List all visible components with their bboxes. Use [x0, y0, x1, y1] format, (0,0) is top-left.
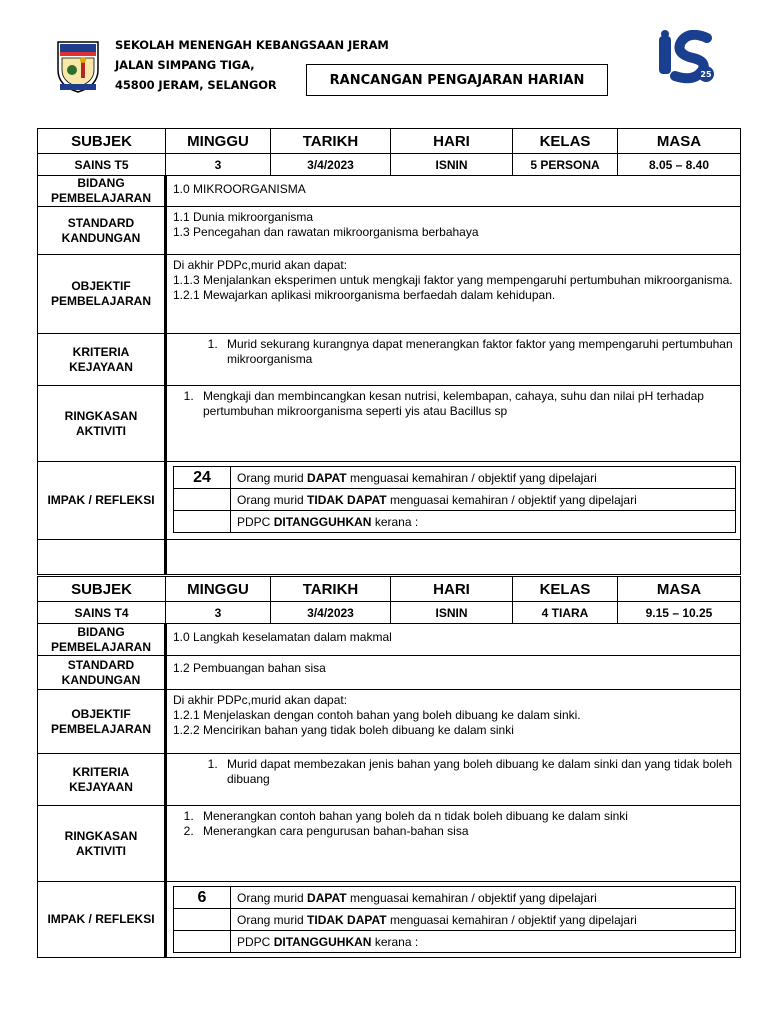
- impak-tidak-dapat: Orang murid TIDAK DAPAT menguasai kemahiran / objektif yang dipelajari: [231, 909, 736, 931]
- ringkasan-item: 1. Menerangkan contoh bahan yang boleh da n tidak boleh dibuang ke dalam sinki: [197, 809, 734, 824]
- ringkasan-row: [38, 806, 741, 882]
- kriteria-item: 1. Murid dapat membezakan jenis bahan yang boleh dibuang ke dalam sinki dan yang tidak boleh dibuang: [221, 757, 734, 787]
- masa-value: 9.15 – 10.25: [618, 602, 741, 624]
- kriteria-row: [38, 754, 741, 806]
- ringkasan-value: [166, 806, 741, 882]
- standard-label: STANDARD KANDUNGAN: [38, 656, 166, 690]
- header-subjek: SUBJEK: [38, 129, 166, 154]
- standard-line: 1.1 Dunia mikroorganisma: [173, 210, 314, 224]
- header-hari: HARI: [391, 577, 513, 602]
- masa-value: 8.05 – 8.40: [618, 154, 741, 176]
- standard-row: [38, 656, 741, 690]
- impak-value: [166, 882, 741, 958]
- school-name: SEKOLAH MENENGAH KEBANGSAAN JERAM: [115, 38, 389, 52]
- anniversary-logo: [655, 30, 717, 84]
- lesson-plan-1: [37, 128, 741, 575]
- standard-value: [166, 207, 741, 255]
- impak-pdpc: PDPC DITANGGUHKAN kerana :: [231, 931, 736, 953]
- kriteria-label: KRITERIA KEJAYAAN: [38, 754, 166, 806]
- header-row: [38, 577, 741, 602]
- objektif-label: OBJEKTIF PEMBELAJARAN: [38, 255, 166, 334]
- lesson-plan-2: [37, 576, 741, 958]
- objektif-line: Di akhir PDPc,murid akan dapat:: [173, 693, 348, 707]
- header-hari: HARI: [391, 129, 513, 154]
- impak-label: IMPAK / REFLEKSI: [38, 462, 166, 540]
- objektif-row: [38, 255, 741, 334]
- minggu-value: 3: [166, 154, 271, 176]
- header-minggu: MINGGU: [166, 577, 271, 602]
- impak-table: [173, 466, 736, 533]
- impak-tidak-count: [174, 489, 231, 511]
- objektif-line: 1.2.1 Mewajarkan aplikasi mikroorganisma berfaedah dalam kehidupan.: [173, 288, 556, 302]
- school-address-line1: JALAN SIMPANG TIGA,: [115, 58, 255, 72]
- kriteria-item: 1. Murid sekurang kurangnya dapat menerangkan faktor faktor yang mempengaruhi pertumbuhan mikroorganisma: [221, 337, 734, 367]
- impak-count: 24: [174, 467, 231, 489]
- values-row: [38, 602, 741, 624]
- impak-count: 6: [174, 887, 231, 909]
- spacer-cell: [38, 540, 166, 575]
- spacer-row: [38, 540, 741, 575]
- impak-row: [38, 882, 741, 958]
- standard-value: [166, 656, 741, 690]
- standard-line: 1.3 Pencegahan dan rawatan mikroorganisma berbahaya: [173, 225, 479, 239]
- impak-tidak-dapat: Orang murid TIDAK DAPAT menguasai kemahiran / objektif yang dipelajari: [231, 489, 736, 511]
- objektif-value: [166, 255, 741, 334]
- header-kelas: KELAS: [513, 129, 618, 154]
- ringkasan-value: [166, 386, 741, 462]
- objektif-label: OBJEKTIF PEMBELAJARAN: [38, 690, 166, 754]
- bidang-value: 1.0 Langkah keselamatan dalam makmal: [166, 624, 741, 656]
- header-minggu: MINGGU: [166, 129, 271, 154]
- bidang-label: BIDANG PEMBELAJARAN: [38, 624, 166, 656]
- header-masa: MASA: [618, 129, 741, 154]
- objektif-value: [166, 690, 741, 754]
- objektif-line: 1.1.3 Menjalankan eksperimen untuk mengkaji faktor yang mempengaruhi pertumbuhan mikroorganisma.: [173, 273, 733, 287]
- header-subjek: SUBJEK: [38, 577, 166, 602]
- impak-dapat: Orang murid DAPAT menguasai kemahiran / objektif yang dipelajari: [231, 887, 736, 909]
- objektif-line: 1.2.2 Mencirikan bahan yang tidak boleh dibuang ke dalam sinki: [173, 723, 514, 737]
- subjek-value: SAINS T4: [38, 602, 166, 624]
- header-row: [38, 129, 741, 154]
- impak-pdpc-count: [174, 511, 231, 533]
- values-row: [38, 154, 741, 176]
- impak-value: [166, 462, 741, 540]
- kriteria-value: [166, 334, 741, 386]
- objektif-row: [38, 690, 741, 754]
- hari-value: ISNIN: [391, 154, 513, 176]
- header-kelas: KELAS: [513, 577, 618, 602]
- ringkasan-label: RINGKASAN AKTIVITI: [38, 386, 166, 462]
- impak-label: IMPAK / REFLEKSI: [38, 882, 166, 958]
- ringkasan-label: RINGKASAN AKTIVITI: [38, 806, 166, 882]
- impak-row: [38, 462, 741, 540]
- impak-tidak-count: [174, 909, 231, 931]
- ringkasan-row: [38, 386, 741, 462]
- subjek-value: SAINS T5: [38, 154, 166, 176]
- header-masa: MASA: [618, 577, 741, 602]
- kriteria-label: KRITERIA KEJAYAAN: [38, 334, 166, 386]
- impak-table: [173, 886, 736, 953]
- kriteria-value: [166, 754, 741, 806]
- ringkasan-item: 1. Mengkaji dan membincangkan kesan nutrisi, kelembapan, cahaya, suhu dan nilai pH terhadap pertumbuhan mikroorganisma seperti yis atau Bacillus sp: [197, 389, 734, 419]
- impak-dapat: Orang murid DAPAT menguasai kemahiran / objektif yang dipelajari: [231, 467, 736, 489]
- svg-text:25: 25: [700, 70, 712, 79]
- impak-pdpc-count: [174, 931, 231, 953]
- hari-value: ISNIN: [391, 602, 513, 624]
- bidang-value: 1.0 MIKROORGANISMA: [166, 176, 741, 207]
- school-address-line2: 45800 JERAM, SELANGOR: [115, 78, 277, 92]
- objektif-line: 1.2.1 Menjelaskan dengan contoh bahan yang boleh dibuang ke dalam sinki.: [173, 708, 581, 722]
- tarikh-value: 3/4/2023: [271, 602, 391, 624]
- standard-label: STANDARD KANDUNGAN: [38, 207, 166, 255]
- header-tarikh: TARIKH: [271, 577, 391, 602]
- standard-line: 1.2 Pembuangan bahan sisa: [173, 661, 326, 675]
- tarikh-value: 3/4/2023: [271, 154, 391, 176]
- objektif-line: Di akhir PDPc,murid akan dapat:: [173, 258, 348, 272]
- ringkasan-item: 2. Menerangkan cara pengurusan bahan-bahan sisa: [197, 824, 734, 839]
- spacer-cell: [166, 540, 741, 575]
- document-title: RANCANGAN PENGAJARAN HARIAN: [306, 64, 608, 96]
- kelas-value: 4 TIARA: [513, 602, 618, 624]
- bidang-row: [38, 624, 741, 656]
- kriteria-row: [38, 334, 741, 386]
- kelas-value: 5 PERSONA: [513, 154, 618, 176]
- bidang-label: BIDANG PEMBELAJARAN: [38, 176, 166, 207]
- school-crest-logo: [54, 40, 102, 94]
- impak-pdpc: PDPC DITANGGUHKAN kerana :: [231, 511, 736, 533]
- header-tarikh: TARIKH: [271, 129, 391, 154]
- minggu-value: 3: [166, 602, 271, 624]
- standard-row: [38, 207, 741, 255]
- bidang-row: [38, 176, 741, 207]
